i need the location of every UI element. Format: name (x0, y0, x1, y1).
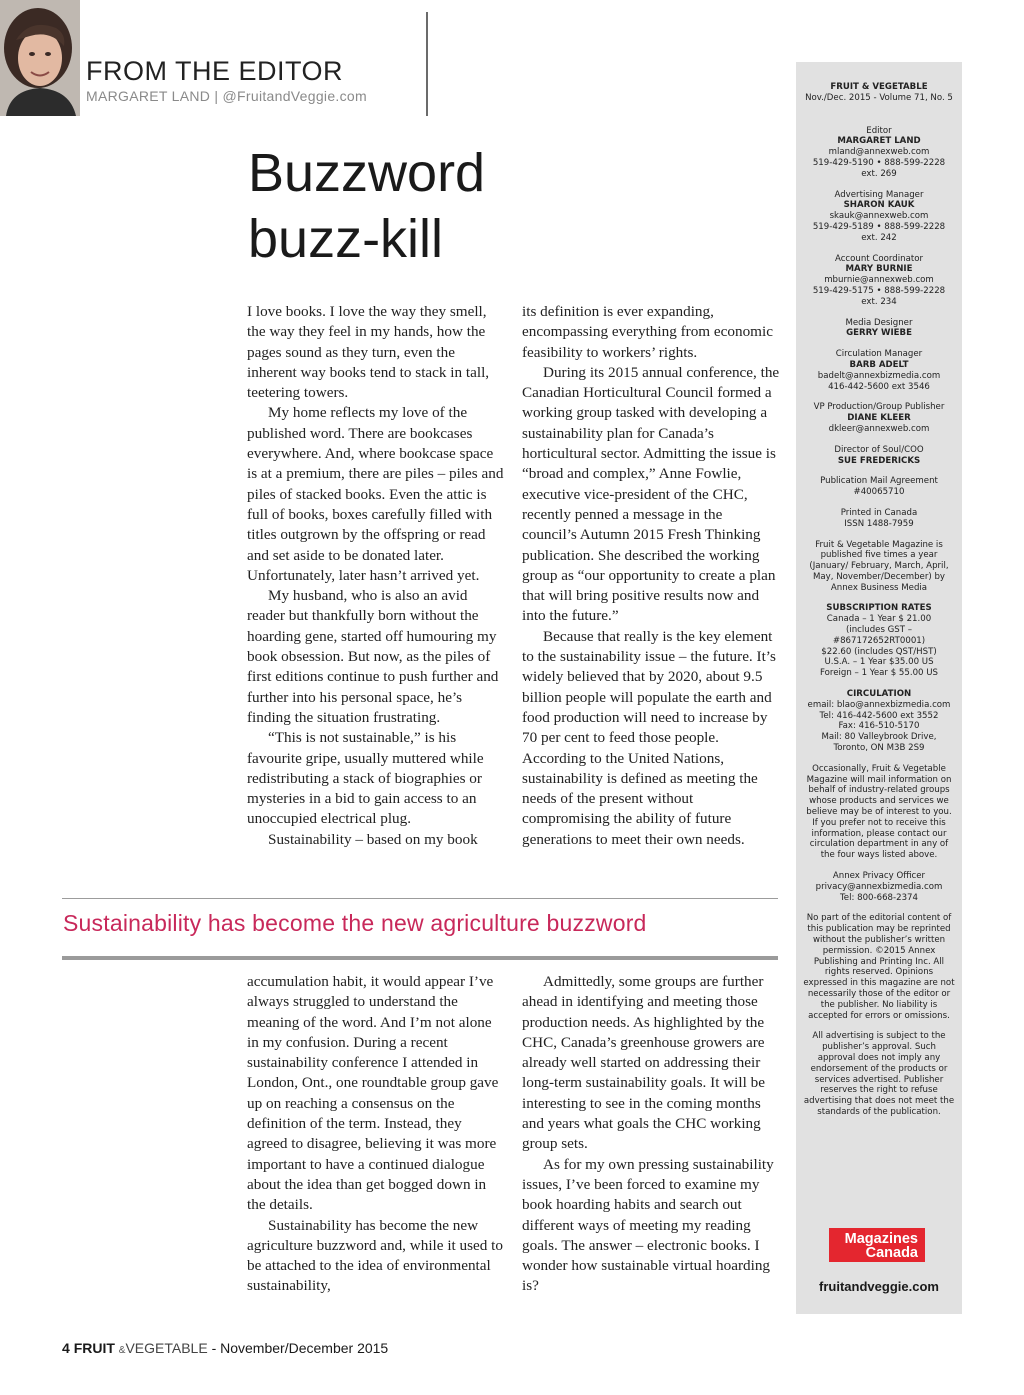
paragraph: During its 2015 annual conference, the Canadian Horticultural Council formed a working group tasked with developing a sustainability plan for Canada’s horticultural sector. Admitting the issue is “broad and complex,” Anne Fowlie, executive vice-president of the CHC, recently penned a message in the council’s Autumn 2015 Fresh Thinking publication. She described the working group as “our opportunity to create a plan that will bring positive results now and into the future.” (522, 363, 780, 625)
paragraph: My husband, who is also an avid reader but thankfully born without the hoarding gene, started off humouring my book obsession. But now, as the piles of first editions continue to push further and further into his personal space, he’s finding the situation frustrating. (247, 587, 499, 726)
article-column-1 (247, 302, 505, 850)
paragraph: its definition is ever expanding, encompassing everything from economic feasibility to workers’ rights. (522, 303, 773, 361)
paragraph: Because that really is the key element to the sustainability issue – the future. It’s widely believed that by 2020, about 9.5 billion people will populate the earth and food production will need to increase by 70 per cent to feed those people. According to the United Nations, sustainability is defined as meeting the needs of the present without compromising the ability of future generations to meet their own needs. (522, 627, 776, 848)
footer-issue: - November/December 2015 (207, 1340, 389, 1356)
article-column-2 (522, 302, 780, 850)
masthead-sidebar (796, 62, 962, 1314)
staff-circulation-manager: Circulation Manager BARB ADELT badelt@annexbizmedia.com 416-442-5600 ext 3546 (817, 349, 941, 392)
masthead-title-block (803, 82, 955, 104)
header-divider (426, 12, 428, 116)
paragraph: “This is not sustainable,” is his favourite gripe, usually muttered while redistributing a stack of biographies or mysteries in a bid to gain access to an unoccupied electrical plug. (247, 729, 484, 828)
page-number: 4 (62, 1340, 70, 1356)
paragraph: As for my own pressing sustainability issues, I’ve been forced to examine my book hoarding habits and search out different ways of meeting my reading goals. The answer – electronic books. I wonder how sustainable virtual hoarding is? (522, 1155, 774, 1295)
pullquote-top-rule (62, 898, 778, 899)
paragraph: I love books. I love the way they smell, the way they feel in my hands, how the pages sound as they turn, even the inherent way books tend to stack in tall, teetering towers. (247, 303, 490, 402)
section-title: FROM THE EDITOR (86, 56, 344, 86)
paragraph: Sustainability has become the new agriculture buzzword and, while it used to be attached to the idea of environmental sustainability, (247, 1216, 503, 1295)
article-headline (248, 140, 538, 272)
subscription-rates: SUBSCRIPTION RATES Canada – 1 Year $ 21.00 (includes GST – #867172652RT0001) $22.60 (includes QST/HST) U.S.A. – 1 Year $35.00 US Foreign – 1 Year $ 55.00 US (820, 603, 938, 679)
mail-agreement: Publication Mail Agreement #40065710 (820, 476, 938, 498)
copyright-notice: No part of the editorial content of this publication may be reprinted without the publisher’s written permission. ©2015 Annex Publishing and Printing Inc. All rights reserved. Opinions expressed in this magazine are not necessarily those of the editor or the publisher. No liability is accepted for errors or omissions. (803, 913, 955, 1021)
pull-quote: Sustainability has become the new agriculture buzzword (63, 910, 647, 936)
headline-line-1: Buzzword (248, 143, 486, 203)
website-link[interactable]: fruitandveggie.com (819, 1279, 939, 1294)
paragraph: accumulation habit, it would appear I’ve always struggled to understand the meaning of the word. And I’m not alone in my confusion. During a recent sustainability conference I attended in London, Ont., one roundtable group gave up on reaching a consensus on the definition of the term. Instead, they agreed to disagree, believing it was more important to have a continued dialogue about the idea than get bogged down in the details. (247, 973, 499, 1214)
circulation-info: CIRCULATION email: blao@annexbizmedia.com Tel: 416-442-5600 ext 3552 Fax: 416-510-5170 Mail: 80 Valleybrook Drive, Toronto, ON M3B 2S9 (807, 689, 951, 754)
editor-photo (0, 0, 80, 116)
privacy-officer: Annex Privacy Officer privacy@annexbizmedia.com Tel: 800-668-2374 (815, 871, 943, 903)
staff-editor: Editor MARGARET LAND mland@annexweb.com 519-429-5190 • 888-599-2228 ext. 269 (812, 125, 946, 179)
editor-byline: MARGARET LAND | @FruitandVeggie.com (86, 88, 367, 104)
footer-brand-vegetable: VEGETABLE (125, 1340, 208, 1356)
article-column-4 (522, 972, 780, 1297)
magazine-name: FRUIT & VEGETABLE (830, 82, 928, 92)
staff-vp: VP Production/Group Publisher DIANE KLEER dkleer@annexweb.com (813, 402, 945, 434)
pullquote-bottom-rule (62, 956, 778, 960)
printed-info: Printed in Canada ISSN 1488-7959 (840, 507, 918, 529)
staff-director: Director of Soul/COO SUE FREDERICKS (834, 444, 924, 466)
article-column-3 (247, 972, 505, 1297)
publication-schedule: Fruit & Vegetable Magazine is published five times a year (January/ February, March, April, May, November/December) by Annex Business Media (809, 539, 949, 593)
advertising-note: All advertising is subject to the publisher’s approval. Such approval does not imply any endorsement of the products or services advertised. Publisher reserves the right to refuse advertising that does not meet the standards of the publication. (803, 1031, 955, 1117)
editor-portrait-icon (0, 0, 80, 116)
headline-line-2: buzz-kill (248, 209, 444, 269)
magazines-canada-logo: Magazines Canada (829, 1228, 925, 1262)
privacy-notice: Occasionally, Fruit & Vegetable Magazine will mail information on behalf of industry-related groups whose products and services we believe may be of interest to you. If you prefer not to receive this information, please contact our circulation department in any of the four ways listed above. (806, 763, 952, 861)
issue-info: Nov./Dec. 2015 - Volume 71, No. 5 (805, 92, 953, 103)
footer-brand-amp: & (118, 1345, 126, 1356)
paragraph: Admittedly, some groups are further ahead in identifying and meeting those production needs. As highlighted by the CHC, Canada’s greenhouse growers are already well started on addressing their long-term sustainability goals. It will be interesting to see in the coming months and years what goals the CHC working group sets. (522, 973, 765, 1153)
paragraph: Sustainability – based on my book (268, 830, 478, 848)
staff-account-coordinator: Account Coordinator MARY BURNIE mburnie@annexweb.com 519-429-5175 • 888-599-2228 ext. 234 (812, 253, 946, 307)
page-footer (62, 1340, 388, 1356)
paragraph: My home reflects my love of the published word. There are bookcases everywhere. And, where bookcase space is at a premium, there are piles – piles and piles of stacked books. Even the attic is full of books, boxes carefully filled with titles outgrown by the offspring or read and set aside to be donated later. Unfortunately, later hasn’t arrived yet. (247, 404, 504, 584)
footer-brand-fruit: FRUIT (73, 1340, 115, 1356)
staff-ad-manager: Advertising Manager SHARON KAUK skauk@annexweb.com 519-429-5189 • 888-599-2228 ext. 242 (812, 189, 946, 243)
staff-media-designer: Media Designer GERRY WIEBE (845, 317, 913, 339)
